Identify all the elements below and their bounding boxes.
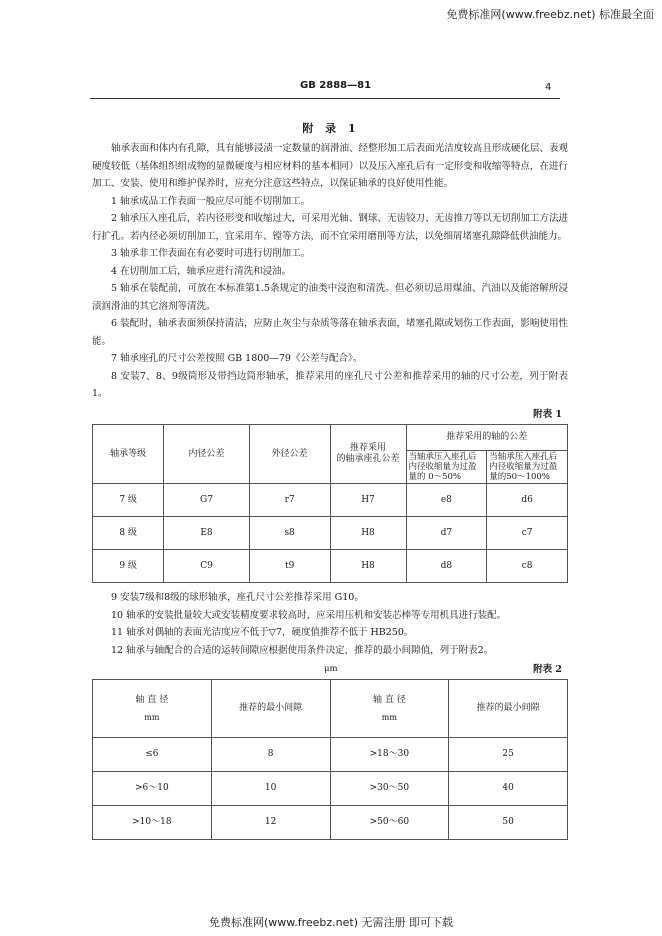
- clause-4: 4 在切削加工后，轴承应进行清洗和浸油。: [111, 265, 292, 277]
- standard-code: GB 2888—81: [300, 80, 372, 91]
- cell-housing: H8: [330, 517, 406, 550]
- clause-7: 7 轴承座孔的尺寸公差按照 GB 1800—79《公差与配合》。: [111, 353, 363, 364]
- diameter-unit: mm: [381, 712, 397, 722]
- diameter-label: 轴 直 径: [373, 694, 406, 705]
- table-row: [93, 550, 568, 583]
- cell-shaft2: d6: [487, 484, 568, 517]
- header-shaft-sub1: 当轴承压入座孔后内径收缩量为过盈量的 0～50%: [406, 451, 487, 484]
- clearance-table: [92, 679, 568, 840]
- cell-outer: r7: [249, 484, 330, 517]
- page-number: 4: [545, 82, 552, 93]
- table-row: [93, 517, 568, 550]
- bottom-watermark: 免费标准网(www.freebz.net) 无需注册 即可下载: [208, 916, 454, 929]
- cell-diameter: >50～60: [330, 806, 449, 840]
- clause-5: 5 轴承在装配前，可放在本标准第1.5条规定的油类中浸泡和清洗。但必须切忌用煤油、汽油以及能溶解所浸渍润滑油的其它溶剂等清洗。: [92, 283, 568, 312]
- cell-inner: C9: [164, 550, 250, 583]
- cell-shaft2: c8: [487, 550, 568, 583]
- header-diameter-left: [93, 680, 212, 738]
- appendix-title: 附 录 1: [302, 122, 360, 135]
- header-housing-tolerance: 推荐采用 的轴承座孔公差: [330, 425, 406, 484]
- cell-outer: s8: [249, 517, 330, 550]
- cell-housing: H8: [330, 550, 406, 583]
- diameter-unit: mm: [144, 712, 160, 722]
- clause-9: 9 安装7级和8级的球形轴承，座孔尺寸公差推荐采用 G10。: [111, 592, 364, 603]
- clause-3: 3 轴承非工作表面在有必要时可进行切削加工。: [111, 248, 311, 259]
- cell-shaft1: d8: [406, 550, 487, 583]
- clause-12: 12 轴承与轴配合的合适的运转间隙应根据使用条件决定，推荐的最小间隙值，列于附表2。: [111, 644, 494, 656]
- cell-shaft1: e8: [406, 484, 487, 517]
- cell-housing: H7: [330, 484, 406, 517]
- cell-diameter: ≤6: [93, 738, 212, 772]
- intro-paragraph: 轴承表面和体内有孔隙，具有能够浸渍一定数量的润滑油、经整形加工后表面光洁度较高且形成硬化层、表观硬度较低（基体组织组成物的显微硬度与相应材料的基本相同）以及压入座孔后有一定形变和收缩等特点，在进行加工、安装、使用和维护保养时，应充分注意这些特点，以保证轴承的良好使用性能。: [92, 143, 568, 189]
- table-row: [93, 806, 568, 840]
- header-shaft-tolerance: 推荐采用的轴的公差: [406, 425, 568, 451]
- table2-caption: 附表 2: [533, 664, 562, 675]
- cell-clearance: 10: [211, 772, 330, 806]
- cell-clearance: 12: [211, 806, 330, 840]
- cell-grade: 8 级: [93, 517, 164, 550]
- header-rule: [90, 98, 560, 99]
- header-diameter-right: [330, 680, 449, 738]
- cell-clearance: 40: [449, 772, 568, 806]
- clause-2: 2 轴承压入座孔后，若内径形变和收缩过大，可采用光轴、钢球、无齿铰刀、无齿推刀等以无切削加工方法进行扩孔。若内径必须切削加工，宜采用车、镗等方法，而不宜采用磨削等方法，以免细屑堵塞孔隙降低供油能力。: [92, 213, 568, 242]
- table-row: [93, 484, 568, 517]
- diameter-label: 轴 直 径: [135, 694, 169, 705]
- cell-grade: 7 级: [93, 484, 164, 517]
- table-row: [93, 772, 568, 806]
- tolerance-table: [92, 424, 568, 583]
- cell-inner: E8: [164, 517, 250, 550]
- table1-caption: 附表 1: [533, 408, 562, 420]
- cell-diameter: >10～18: [93, 806, 212, 840]
- cell-diameter: >6～10: [93, 772, 212, 806]
- header-shaft-sub2: 当轴承压入座孔后内径收缩量为过盈量的50～100%: [487, 451, 568, 484]
- table2-unit: μm: [324, 664, 338, 674]
- document-body: [92, 140, 568, 840]
- clause-11: 11 轴承对偶轴的表面光洁度应不低于▽7，硬度值推荐不低于 HB250。: [111, 627, 414, 638]
- cell-shaft2: c7: [487, 517, 568, 550]
- header-inner-tolerance: 内径公差: [164, 425, 250, 484]
- header-clearance-right: 推荐的最小间隙: [449, 680, 568, 738]
- cell-grade: 9 级: [93, 550, 164, 583]
- top-watermark: 免费标准网(www.freebz.net) 标准最全面: [446, 8, 654, 21]
- cell-diameter: >18～30: [330, 738, 449, 772]
- cell-inner: G7: [164, 484, 250, 517]
- table2-caption-row: [92, 661, 568, 677]
- clause-1: 1 轴承成品工作表面一般应尽可能不切削加工。: [111, 195, 311, 207]
- clause-6: 6 装配时，轴承表面须保持清洁，应防止灰尘与杂质等落在轴承表面，堵塞孔隙或划伤工作表面，影响使用性能。: [92, 318, 568, 347]
- cell-shaft1: d7: [406, 517, 487, 550]
- header-clearance-left: 推荐的最小间隙: [211, 680, 330, 738]
- header-grade: 轴承等级: [93, 425, 164, 484]
- table-row: [93, 738, 568, 772]
- cell-clearance: 8: [211, 738, 330, 772]
- cell-outer: t9: [249, 550, 330, 583]
- clause-10: 10 轴承的安装批量较大或安装精度要求较高时，应采用压机和安装芯棒等专用机具进行装配。: [111, 609, 507, 621]
- clause-8: 8 安装7、8、9级筒形及带挡边筒形轴承，推荐采用的座孔尺寸公差和推荐采用的轴的尺寸公差，列于附表1。: [92, 370, 568, 399]
- cell-clearance: 25: [449, 738, 568, 772]
- header-outer-tolerance: 外径公差: [249, 425, 330, 484]
- cell-diameter: >30～50: [330, 772, 449, 806]
- cell-clearance: 50: [449, 806, 568, 840]
